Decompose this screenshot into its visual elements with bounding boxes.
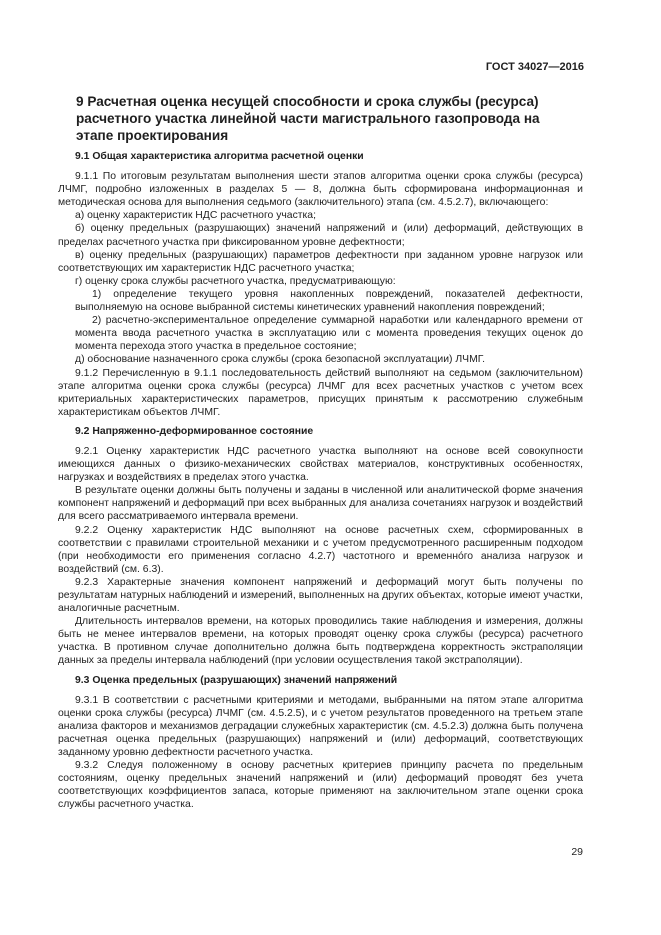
page-number: 29 [571,846,583,858]
paragraph-9-2-3: 9.2.3 Характерные значения компонент напряжений и деформаций могут быть получены по результатам натурных наблюдений и измерений, выполненных на других объектах, которые имеют участки, аналогичные расчетным. [58,576,583,615]
paragraph-9-2-1: 9.2.1 Оценку характеристик НДС расчетного участка выполняют на основе всей совокупности имеющихся данных о физико-механических свойствах материалов, конструктивных особенностях, нагрузках и воздействиях в пределах этого участка. [58,445,583,484]
list-item-g: г) оценку срока службы расчетного участка, предусматривающую: [75,275,396,287]
paragraph-9-1-1: 9.1.1 По итоговым результатам выполнения шести этапов алгоритма оценки срока службы (ресурса) ЛЧМГ, подробно изложенных в разделах 5 — 8, должна быть сформирована информационная и методическая основа для выполнения седьмого (заключительного) этапа (см. 4.5.2.7), включающего: [58,171,583,209]
paragraph-9-2-2: 9.2.2 Оценку характеристик НДС выполняют на основе расчетных схем, сформированных в соответствии с правилами строительной механики и с учетом предусмотренного расширенным подходом (при необходимости его применения согласно 4.2.7) частотного и временно́го анализа нагрузок и воздействий (см. 6.3). [58,524,583,575]
sub-item-2: 2) расчетно-экспериментальное определение суммарной наработки или календарного времени от момента ввода расчетного участка в эксплуатацию или с момента проведения текущих оценок до момента перехода этого участка в предельное состояние; [75,315,583,353]
paragraph-9-2-1-cont: В результате оценки должны быть получены и заданы в численной или аналитической форме значения компонент напряжений и деформаций при всех выбранных для анализа сочетаниях нагрузок и воздействий для всего рассматриваемого интервала времени. [58,485,583,523]
section-heading-9-2: 9.2 Напряженно-деформированное состояние [75,425,314,437]
list-item-d: д) обоснование назначенного срока службы (срока безопасной эксплуатации) ЛЧМГ. [75,354,486,366]
paragraph-9-3-1: 9.3.1 В соответствии с расчетными критериями и методами, выбранными на пятом этапе алгоритма оценки срока службы (ресурса) ЛЧМГ (см. 4.5.2.5), и с учетом результатов проведенного на третьем этапе анализа факторов и механизмов деградации служебных характеристик (см. 4.5.2.3) должна быть получена расчетная оценка предельных (разрушающих) напряжений и (или) деформаций, соответствующих заданному уровню дефектности расчетного участка. [58,694,583,759]
sub-item-1: 1) определение текущего уровня накопленных повреждений, показателей дефектности, выполняемую на основе выбранной системы кинетических уравнений накопления повреждений; [75,288,583,314]
document-code: ГОСТ 34027—2016 [485,61,584,73]
paragraph-9-2-3-cont: Длительность интервалов времени, на которых проводились такие наблюдения и измерения, должны быть не менее интервалов времени, на которых проводят оценку срока службы (ресурса) расчетного участка. В противном случае дополнительно должна быть подтверждена корректность экстраполяции данных за пределы интервала наблюдений (при условии осуществления такой экстраполяции). [58,616,583,667]
document-body [58,150,583,812]
list-item-b: б) оценку предельных (разрушающих) значений напряжений и (или) деформаций, действующих в пределах расчетного участка при фиксированном уровне дефектности; [58,223,583,248]
list-item-v: в) оценку предельных (разрушающих) параметров дефектности при заданном уровне нагрузок или соответствующих им характеристик НДС расчетного участка; [58,249,583,274]
section-heading-9-3: 9.3 Оценка предельных (разрушающих) значений напряжений [75,674,398,686]
paragraph-9-1-2: 9.1.2 Перечисленную в 9.1.1 последовательность действий выполняют на седьмом (заключительном) этапе алгоритма оценки срока службы (ресурса) ЛЧМГ для всех расчетных участков с учетом всех критериальных характеристических параметров, присущих принятым к рассмотрению служебным характеристикам объектов ЛЧМГ. [58,367,583,418]
chapter-title: 9 Расчетная оценка несущей способности и срока службы (ресурса) расчетного участка линейной части магистрального газопровода на этапе проектирования [76,94,540,143]
paragraph-9-3-2: 9.3.2 Следуя положенному в основу расчетных критериев принципу расчета по предельным состояниям, оценку предельных значений напряжений и (или) деформаций проводят без учета соответствующих коэффициентов запаса, которые применяют на заключительном этапе оценки срока службы расчетного участка. [58,760,583,811]
section-heading-9-1: 9.1 Общая характеристика алгоритма расчетной оценки [75,151,364,162]
list-item-a: а) оценку характеристик НДС расчетного участка; [75,210,316,222]
